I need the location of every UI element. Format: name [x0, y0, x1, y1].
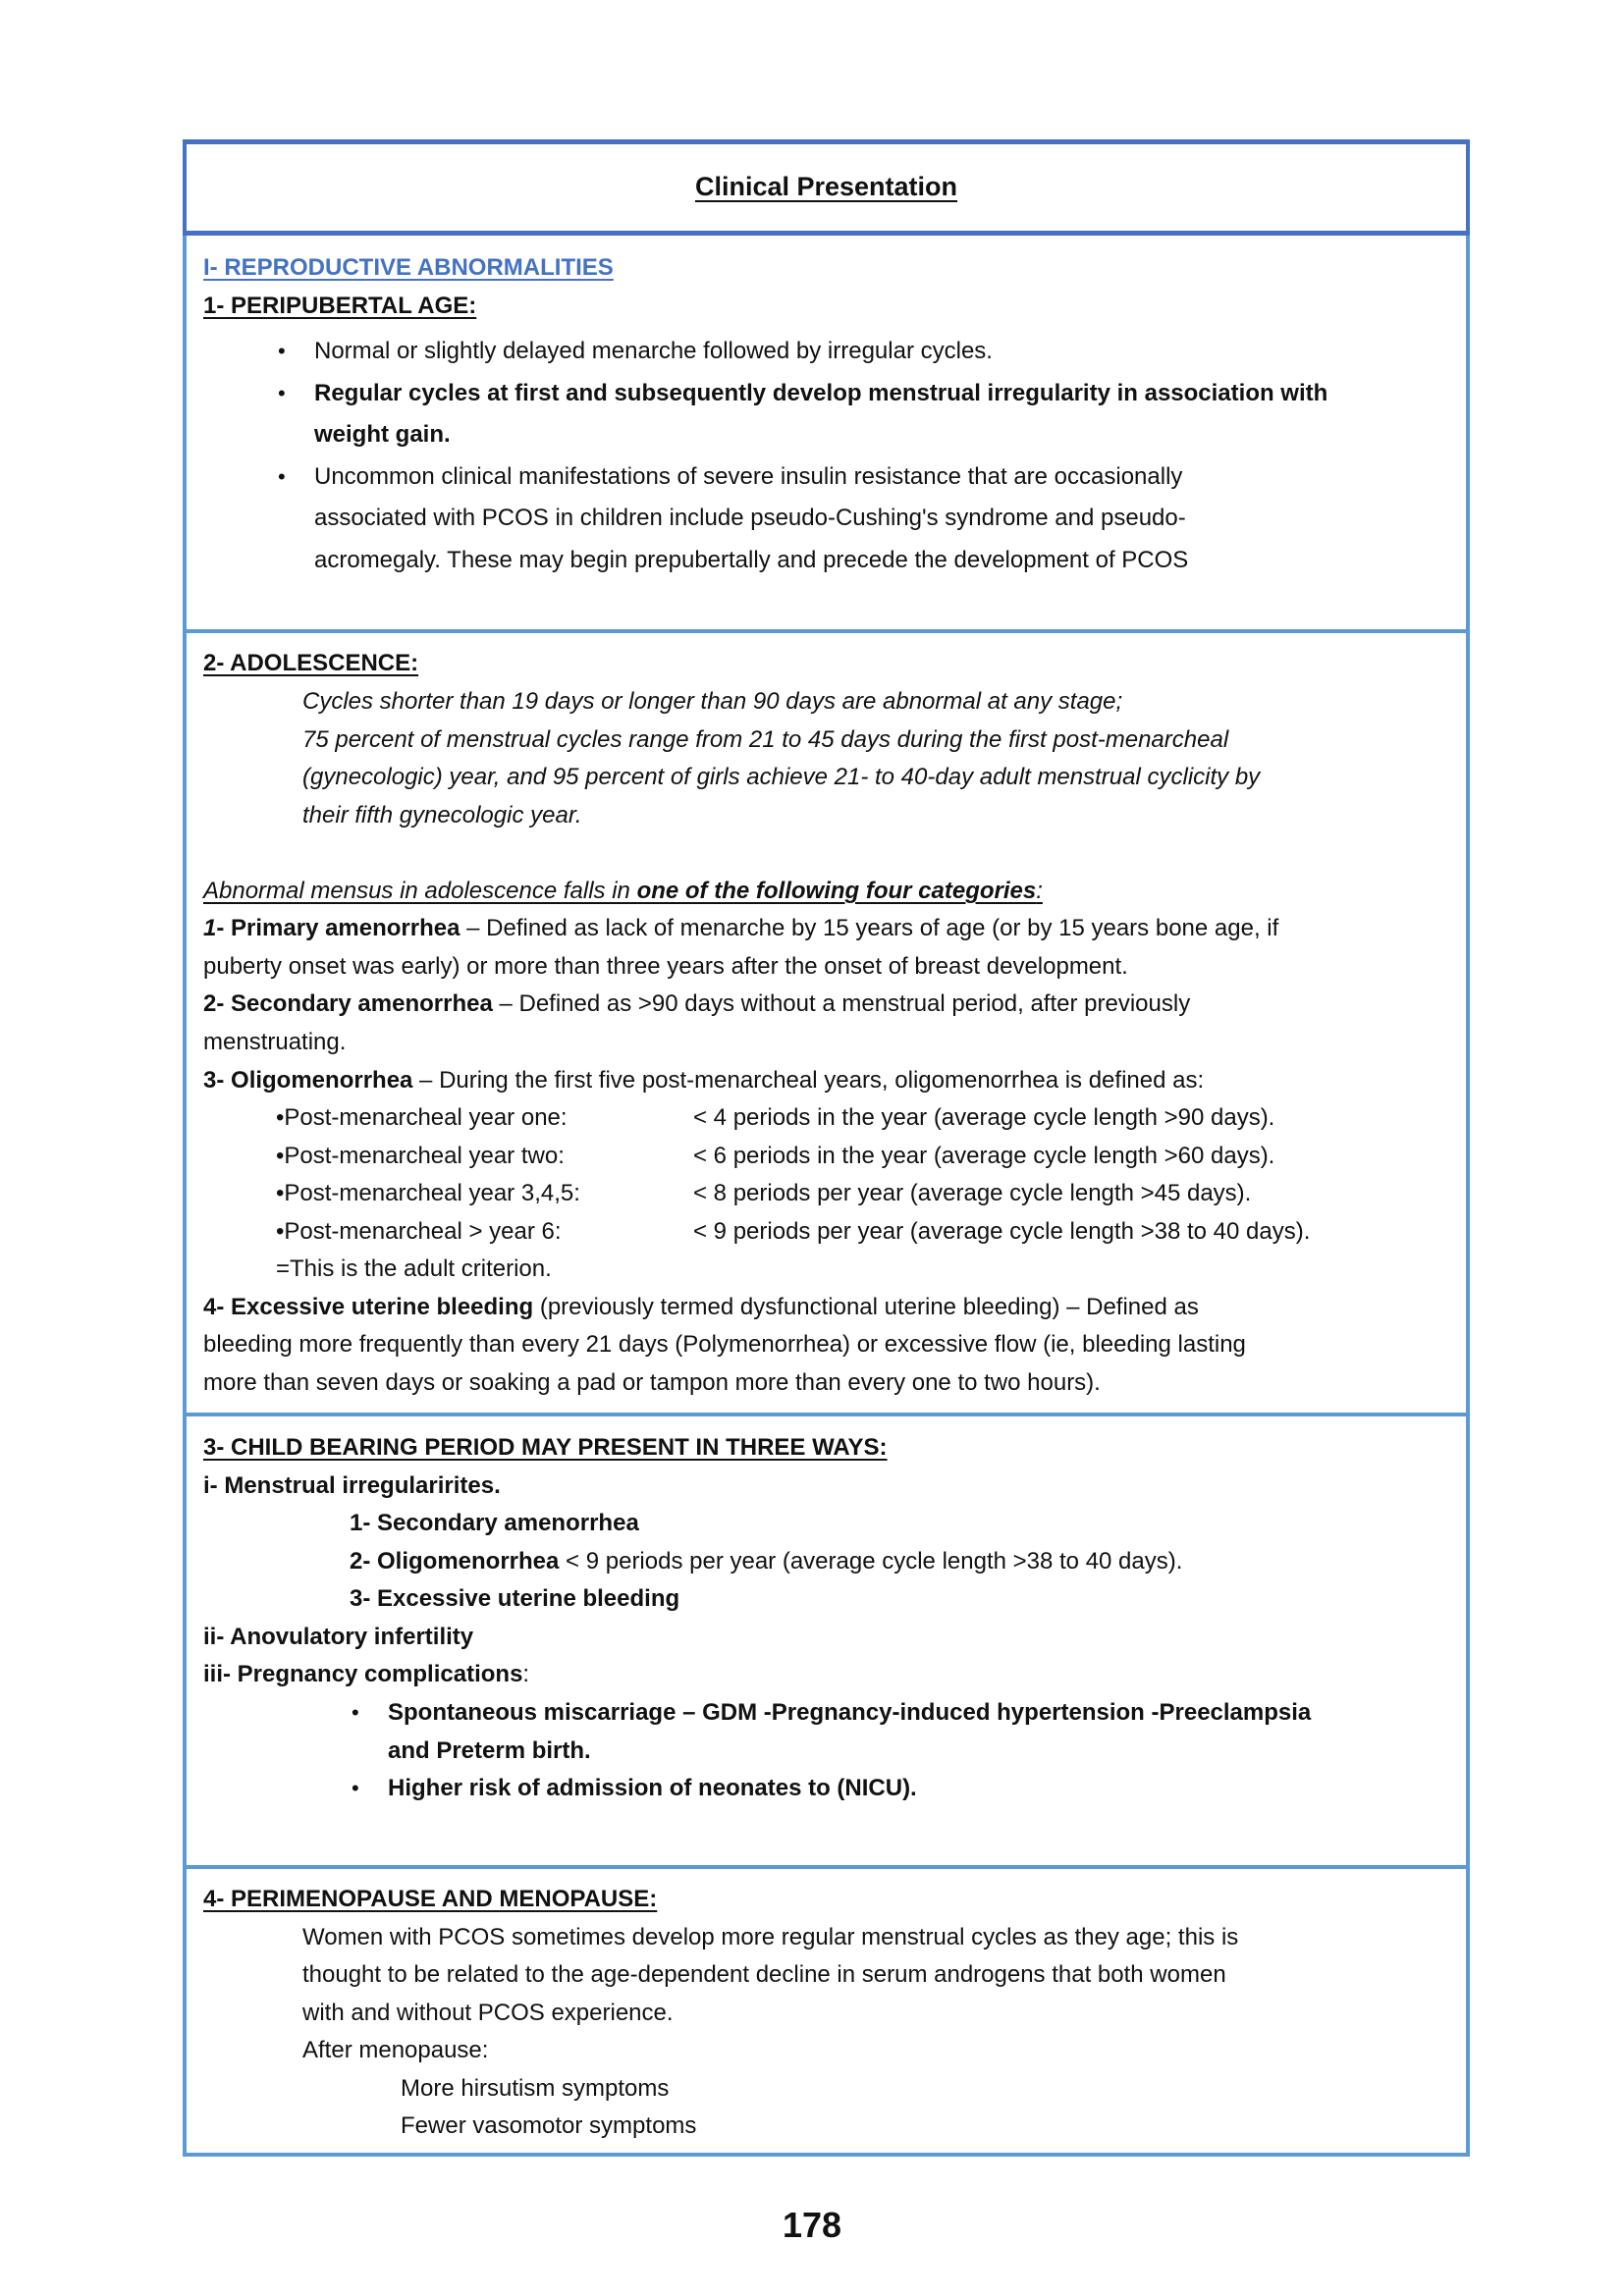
- bullet-icon: •: [278, 339, 286, 363]
- oligo-year: •Post-menarcheal year 3,4,5:: [276, 1180, 580, 1206]
- bullet-text: Uncommon clinical manifestations of severe insulin resistance that are occasionally: [314, 463, 1183, 490]
- oligo-year: •Post-menarcheal > year 6:: [276, 1218, 562, 1245]
- body-line: thought to be related to the age-dependent decline in serum androgens that both women: [302, 1961, 1226, 1988]
- bullet-text: Higher risk of admission of neonates to (NICU).: [388, 1775, 917, 1801]
- oligo-criterion: < 8 periods per year (average cycle length >45 days).: [693, 1180, 1252, 1206]
- bullet-text: associated with PCOS in children include pseudo-Cushing's syndrome and pseudo-: [314, 505, 1186, 531]
- section-divider: [183, 629, 1470, 633]
- category-text: menstruating.: [203, 1029, 347, 1055]
- sub-item: 2- Oligomenorrhea < 9 periods per year (average cycle length >38 to 40 days).: [350, 1548, 1183, 1575]
- after-menopause-item: Fewer vasomotor symptoms: [401, 2112, 697, 2139]
- category-primary-amenorrhea: 1- Primary amenorrhea – Defined as lack of menarche by 15 years of age (or by 15 years bone age, if: [203, 915, 1279, 941]
- oligo-year: •Post-menarcheal year two:: [276, 1143, 565, 1169]
- oligo-criterion: < 4 periods in the year (average cycle length >90 days).: [693, 1104, 1275, 1131]
- bullet-icon: •: [278, 381, 286, 405]
- item-ii: ii- Anovulatory infertility: [203, 1624, 474, 1650]
- bullet-icon: •: [352, 1700, 359, 1725]
- categories-intro: Abnormal mensus in adolescence falls in one of the following four categories:: [203, 878, 1043, 904]
- sub-item: 3- Excessive uterine bleeding: [350, 1585, 680, 1612]
- category-secondary-amenorrhea: 2- Secondary amenorrhea – Defined as >90 days without a menstrual period, after previously: [203, 990, 1191, 1017]
- section-divider: [183, 1413, 1470, 1416]
- bullet-icon: •: [278, 464, 286, 489]
- section-heading: 3- CHILD BEARING PERIOD MAY PRESENT IN THREE WAYS:: [203, 1434, 888, 1461]
- bullet-text: acromegaly. These may begin prepubertally and precede the development of PCOS: [314, 547, 1189, 573]
- body-line: Women with PCOS sometimes develop more regular menstrual cycles as they age; this is: [302, 1924, 1239, 1950]
- intro-line: their fifth gynecologic year.: [302, 802, 582, 828]
- bullet-icon: •: [352, 1776, 359, 1800]
- item-i: i- Menstrual irregularirites.: [203, 1472, 501, 1499]
- intro-line: Cycles shorter than 19 days or longer than 90 days are abnormal at any stage;: [302, 688, 1123, 715]
- oligo-year: •Post-menarcheal year one:: [276, 1104, 568, 1131]
- item-iii: iii- Pregnancy complications:: [203, 1661, 530, 1687]
- after-menopause-item: More hirsutism symptoms: [401, 2075, 670, 2102]
- bullet-text: weight gain.: [314, 421, 451, 448]
- section-heading: 4- PERIMENOPAUSE AND MENOPAUSE:: [203, 1886, 658, 1912]
- part-heading: I- REPRODUCTIVE ABNORMALITIES: [203, 254, 614, 281]
- category-excessive-bleeding: 4- Excessive uterine bleeding (previously termed dysfunctional uterine bleeding) – Defined as: [203, 1294, 1199, 1320]
- title-divider: [183, 231, 1470, 236]
- oligo-criterion: < 9 periods per year (average cycle length >38 to 40 days).: [693, 1218, 1311, 1245]
- category-text: more than seven days or soaking a pad or tampon more than every one to two hours).: [203, 1369, 1101, 1396]
- intro-line: (gynecologic) year, and 95 percent of girls achieve 21- to 40-day adult menstrual cyclicity by: [302, 764, 1261, 790]
- section-heading: 1- PERIPUBERTAL AGE:: [203, 293, 477, 319]
- section-heading: 2- ADOLESCENCE:: [203, 650, 419, 676]
- intro-line: 75 percent of menstrual cycles range from 21 to 45 days during the first post-menarcheal: [302, 726, 1229, 753]
- category-oligomenorrhea: 3- Oligomenorrhea – During the first five post-menarcheal years, oligomenorrhea is defined as:: [203, 1067, 1205, 1094]
- after-menopause-label: After menopause:: [302, 2037, 489, 2063]
- adult-note: =This is the adult criterion.: [276, 1255, 552, 1282]
- page-number: 178: [782, 2205, 842, 2245]
- category-text: puberty onset was early) or more than three years after the onset of breast development.: [203, 953, 1128, 980]
- body-line: with and without PCOS experience.: [302, 2000, 674, 2026]
- section-divider: [183, 1865, 1470, 1869]
- page-title: Clinical Presentation: [694, 172, 958, 201]
- bullet-text: Normal or slightly delayed menarche followed by irregular cycles.: [314, 338, 993, 364]
- oligo-criterion: < 6 periods in the year (average cycle length >60 days).: [693, 1143, 1275, 1169]
- sub-item: 1- Secondary amenorrhea: [350, 1510, 639, 1536]
- bullet-text: Regular cycles at first and subsequently develop menstrual irregularity in association with: [314, 380, 1328, 406]
- bullet-text: Spontaneous miscarriage – GDM -Pregnancy-induced hypertension -Preeclampsia: [388, 1699, 1312, 1726]
- category-text: bleeding more frequently than every 21 days (Polymenorrhea) or excessive flow (ie, bleeding lasting: [203, 1331, 1246, 1358]
- bullet-text: and Preterm birth.: [388, 1737, 591, 1764]
